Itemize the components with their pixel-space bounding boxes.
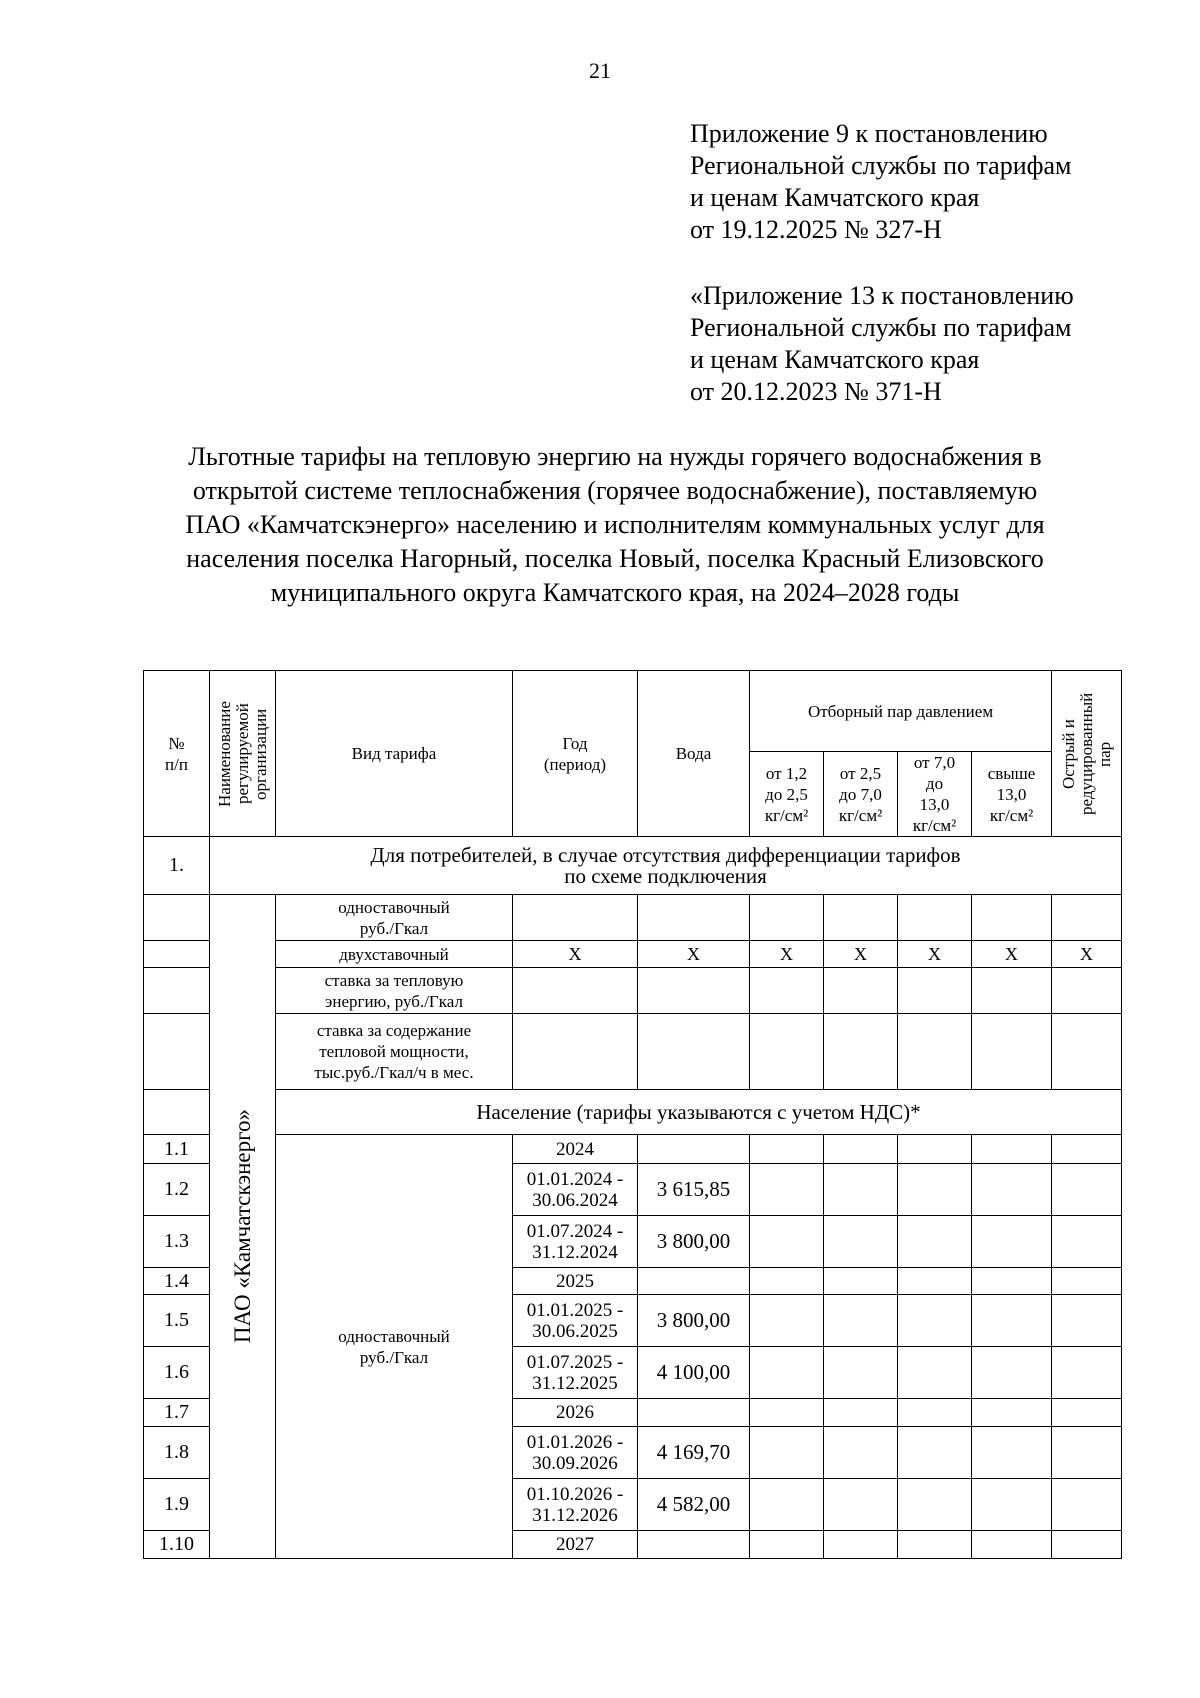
num-cell	[144, 941, 210, 968]
period-cell: 01.07.2025 - 31.12.2025	[513, 1347, 638, 1399]
x-mark: X	[972, 941, 1052, 968]
num-cell	[144, 1090, 210, 1135]
tariff-type-cell: ставка за тепловую энергию, руб./Гкал	[276, 968, 513, 1014]
header-water: Вода	[638, 671, 750, 837]
water-value	[638, 1268, 750, 1295]
appendix-line: Региональной службы по тарифам	[690, 313, 1072, 342]
header-sharp-steam: Острый и редуцированный пар	[1052, 671, 1122, 837]
tariff-table	[143, 670, 1122, 1559]
section-number: 1.	[144, 837, 210, 895]
appendix-line: и ценам Камчатского края	[690, 183, 980, 212]
title-line: открытой системе теплоснабжения (горячее водоснабжение), поставляемую	[192, 476, 1038, 505]
water-value: 3 615,85	[638, 1164, 750, 1216]
table-row	[144, 941, 1122, 968]
section-title: Для потребителей, в случае отсутствия дифференциации тарифов по схеме подключения	[210, 837, 1122, 895]
period-cell: 2025	[513, 1268, 638, 1295]
header-steam-col: от 1,2 до 2,5 кг/см²	[750, 752, 824, 837]
period-cell: 01.01.2025 - 30.06.2025	[513, 1295, 638, 1347]
period-cell: 2027	[513, 1531, 638, 1559]
period-cell: 01.01.2026 - 30.09.2026	[513, 1427, 638, 1479]
num-cell	[144, 1014, 210, 1090]
page-number: 21	[589, 58, 611, 83]
row-number: 1.8	[144, 1427, 210, 1479]
row-number: 1.5	[144, 1295, 210, 1347]
appendix-line: и ценам Камчатского края	[690, 345, 980, 374]
water-value: 3 800,00	[638, 1295, 750, 1347]
tariff-type-cell: ставка за содержание тепловой мощности, тыс.руб./Гкал/ч в мес.	[276, 1014, 513, 1090]
water-value: 3 800,00	[638, 1216, 750, 1268]
org-cell: ПАО «Камчатскэнерго»	[210, 895, 276, 1559]
row-number: 1.3	[144, 1216, 210, 1268]
table-header-row	[144, 671, 1122, 752]
appendix-line: Приложение 9 к постановлению	[690, 119, 1048, 148]
appendix-line: «Приложение 13 к постановлению	[690, 281, 1074, 310]
title-line: ПАО «Камчатскэнерго» населению и исполнителям коммунальных услуг для	[185, 510, 1045, 539]
header-steam-col: свыше 13,0 кг/см²	[972, 752, 1052, 837]
title-line: муниципального округа Камчатского края, на 2024–2028 годы	[270, 578, 960, 607]
appendix-line: от 19.12.2025 № 327-Н	[690, 215, 942, 244]
x-mark: X	[1052, 941, 1122, 968]
title-line: Льготные тарифы на тепловую энергию на нужды горячего водоснабжения в	[188, 442, 1042, 471]
x-mark: X	[824, 941, 898, 968]
header-steam-col: от 7,0 до 13,0 кг/см²	[898, 752, 972, 837]
period-cell: 01.07.2024 - 31.12.2024	[513, 1216, 638, 1268]
table-row	[144, 1135, 1122, 1164]
row-number: 1.10	[144, 1531, 210, 1559]
row-number: 1.9	[144, 1479, 210, 1531]
water-value	[638, 1399, 750, 1427]
water-value: 4 100,00	[638, 1347, 750, 1399]
table-row	[144, 895, 1122, 941]
tariff-type-cell: одноставочный руб./Гкал	[276, 895, 513, 941]
row-number: 1.4	[144, 1268, 210, 1295]
header-tariff-type: Вид тарифа	[276, 671, 513, 837]
population-tariff-type: одноставочный руб./Гкал	[276, 1135, 513, 1559]
title-line: населения поселка Нагорный, поселка Новый, поселка Красный Елизовского	[186, 544, 1044, 573]
period-cell: 01.10.2026 - 31.12.2026	[513, 1479, 638, 1531]
row-number: 1.1	[144, 1135, 210, 1164]
water-value	[638, 1135, 750, 1164]
header-steam-group: Отборный пар давлением	[750, 671, 1052, 752]
tariff-type-cell: двухставочный	[276, 941, 513, 968]
num-cell	[144, 968, 210, 1014]
appendix-current-header	[690, 118, 1071, 246]
row-number: 1.7	[144, 1399, 210, 1427]
row-number: 1.6	[144, 1347, 210, 1399]
header-steam-col: от 2,5 до 7,0 кг/см²	[824, 752, 898, 837]
table-row	[144, 1090, 1122, 1135]
x-mark: X	[898, 941, 972, 968]
header-year: Год (период)	[513, 671, 638, 837]
document-title	[110, 440, 1120, 610]
x-mark: X	[513, 941, 638, 968]
row-number: 1.2	[144, 1164, 210, 1216]
water-value: 4 169,70	[638, 1427, 750, 1479]
table-row	[144, 1014, 1122, 1090]
period-cell: 2024	[513, 1135, 638, 1164]
header-org-name: Наименование регулируемой организации	[210, 671, 276, 837]
water-value: 4 582,00	[638, 1479, 750, 1531]
header-num: № п/п	[144, 671, 210, 837]
x-mark: X	[750, 941, 824, 968]
population-heading: Население (тарифы указываются с учетом НДС)*	[276, 1090, 1122, 1135]
appendix-line: от 20.12.2023 № 371-Н	[690, 377, 942, 406]
period-cell: 01.01.2024 - 30.06.2024	[513, 1164, 638, 1216]
x-mark: X	[638, 941, 750, 968]
section-row	[144, 837, 1122, 895]
table-row	[144, 968, 1122, 1014]
appendix-previous-header	[690, 280, 1074, 408]
num-cell	[144, 895, 210, 941]
water-value	[638, 1531, 750, 1559]
period-cell: 2026	[513, 1399, 638, 1427]
appendix-line: Региональной службы по тарифам	[690, 151, 1072, 180]
